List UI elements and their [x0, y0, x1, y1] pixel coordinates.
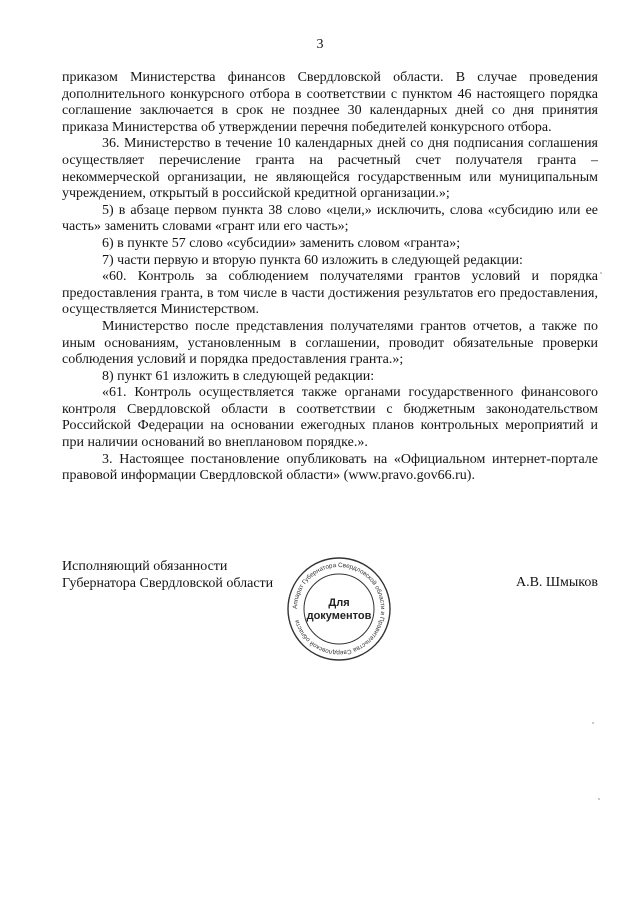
- paragraph-item-60-part2: Министерство после представления получателями грантов отчетов, а также по иным основаниям, установленным в соглашении, проводит обязательные проверки соблюдения условий и порядка предоставления гранта.»;: [62, 318, 598, 368]
- paragraph-amendment-5: 5) в абзаце первом пункта 38 слово «цели,» исключить, слова «субсидию или ее часть» заменить словами «грант или его часть»;: [62, 202, 598, 235]
- stamp-center-line2: документов: [306, 610, 372, 622]
- paragraph-amendment-7: 7) части первую и вторую пункта 60 изложить в следующей редакции:: [102, 252, 523, 268]
- paragraph-item-61: «61. Контроль осуществляется также органами государственного финансового контроля Свердловской области в соответствии с бюджетным законодательством Российской Федерации на основании ежегодных планов контрольных мероприятий и при наличии оснований во внеплановом порядке.».: [62, 385, 598, 451]
- document-body: [62, 70, 598, 485]
- signer-title-line2: Губернатора Свердловской области: [62, 576, 274, 591]
- scan-speck: [600, 272, 602, 274]
- paragraph-amendment-6: 6) в пункте 57 слово «субсидии» заменить словом «гранта»;: [102, 235, 461, 251]
- stamp-ring-text: Аппарат Губернатора Свердловской области и Правительства Свердловской области: [291, 561, 387, 657]
- signer-title-line1: Исполняющий обязанности: [62, 559, 228, 574]
- paragraph-amendment-8: 8) пункт 61 изложить в следующей редакции:: [102, 368, 375, 384]
- paragraph-item-36: 36. Министерство в течение 10 календарных дней со дня подписания соглашения осуществляет перечисление гранта на расчетный счет получателя гранта – некоммерческой организации, не являющейся государственным или муниципальным учреждением, открытый в российской кредитной организации.»;: [62, 136, 598, 202]
- paragraph-continuation: приказом Министерства финансов Свердловской области. В случае проведения дополнительного конкурсного отбора в соответствии с пунктом 46 настоящего порядка соглашение заключается в срок не позднее 30 календарных дней со дня принятия приказа Министерства об утверждении перечня победителей конкурсного отбора.: [62, 70, 598, 135]
- scan-speck: [592, 722, 594, 724]
- paragraph-item-60: «60. Контроль за соблюдением получателями грантов условий и порядка предоставления гранта, в том числе в части достижения результатов его предоставления, осуществляется Министерством.: [62, 269, 598, 318]
- scan-speck: [598, 798, 600, 800]
- page-number: 3: [316, 37, 324, 52]
- official-stamp-icon: [284, 554, 394, 664]
- stamp-center-line1: Для: [328, 597, 350, 609]
- signature-block: [62, 554, 598, 664]
- signer-name: А.В. Шмыков: [515, 575, 598, 590]
- paragraph-publication: 3. Настоящее постановление опубликовать на «Официальном интернет-портале правовой информации Свердловской области» (www.pravo.gov66.ru).: [62, 451, 598, 484]
- signer-title: [62, 558, 273, 592]
